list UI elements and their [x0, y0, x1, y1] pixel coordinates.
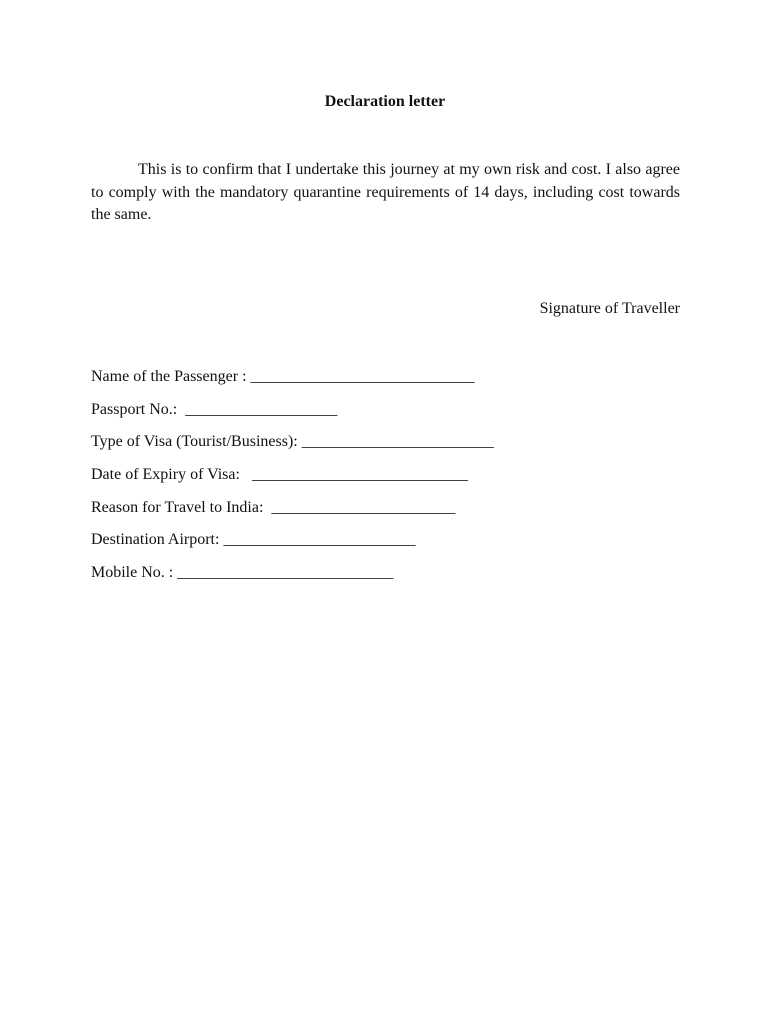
declaration-paragraph: This is to confirm that I undertake this journey at my own risk and cost. I also agree to comply with the mandatory quarantine requirements of 14 days, including cost towards the same.	[91, 161, 680, 223]
field-visa-expiry	[91, 464, 494, 497]
field-label: Name of the Passenger :	[91, 368, 251, 385]
document-title: Declaration letter	[324, 93, 446, 110]
field-label: Passport No.:	[91, 400, 186, 418]
blank-line: ___________________________	[251, 466, 468, 484]
field-label: Reason for Travel to India:	[91, 498, 272, 516]
field-label: Mobile No. :	[91, 564, 178, 582]
signature-label: Signature of Traveller	[539, 300, 680, 317]
field-passport-no	[91, 399, 494, 432]
field-mobile-no	[91, 562, 494, 595]
field-label: Type of Visa (Tourist/Business):	[91, 433, 302, 451]
blank-line: ___________________	[185, 400, 338, 418]
field-travel-reason	[91, 497, 494, 530]
passenger-details-form	[91, 366, 494, 595]
blank-line: ____________________________	[250, 368, 475, 385]
field-passenger-name	[91, 366, 494, 399]
field-destination-airport	[91, 529, 494, 562]
blank-line: _______________________	[271, 498, 456, 516]
field-label: Date of Expiry of Visa:	[91, 466, 252, 484]
blank-line: ________________________	[223, 531, 416, 549]
blank-line: ________________________	[301, 433, 494, 451]
blank-line: ___________________________	[177, 564, 394, 582]
field-label: Destination Airport:	[91, 531, 224, 549]
field-visa-type	[91, 431, 494, 464]
